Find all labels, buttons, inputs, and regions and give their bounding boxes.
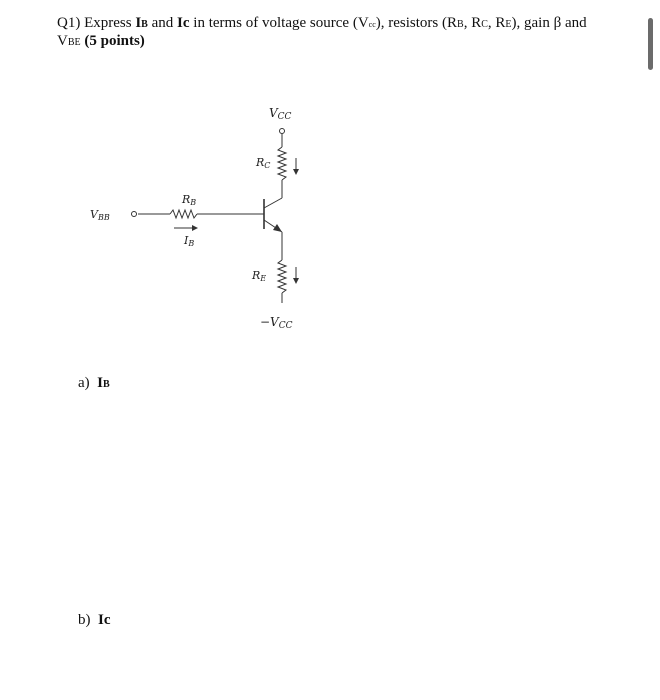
vbe-term	[57, 33, 81, 49]
rc-label: RC	[256, 156, 271, 170]
vcc-sub: cc	[368, 20, 376, 29]
ic-main: I	[177, 15, 183, 31]
rc-sub: C	[481, 19, 488, 30]
question-text-4: ), resistors (R	[375, 15, 458, 31]
rb-sub: B	[457, 19, 464, 30]
ib-arrow-head	[192, 225, 198, 231]
ib-sub: B	[141, 19, 148, 30]
answer-b-term: Ic	[98, 612, 111, 628]
question-text-6: , R	[487, 15, 506, 31]
ib-label: IB	[184, 234, 195, 248]
vbe-sub: BE	[67, 37, 81, 48]
ic-arrow-head	[293, 169, 299, 175]
scrollbar[interactable]	[648, 18, 653, 70]
ib-main: I	[135, 15, 142, 31]
question-text-3: in terms of voltage source (V	[193, 15, 369, 31]
ic-term	[177, 15, 190, 31]
rb-label: RB	[182, 193, 197, 207]
question-line-1	[57, 14, 587, 34]
vbb-terminal	[132, 212, 137, 217]
re-label: RE	[252, 269, 267, 283]
question-number: Q1)	[57, 15, 81, 31]
answer-a-main: I	[97, 375, 103, 391]
emitter-arrow	[273, 224, 282, 232]
re-sub: E	[505, 19, 512, 30]
answer-a	[78, 375, 110, 392]
answer-a-label: a)	[78, 375, 90, 391]
transistor-collector	[264, 198, 282, 208]
answer-a-sub: B	[103, 379, 110, 390]
question-text-2: and	[151, 15, 174, 31]
ib-term	[135, 15, 148, 31]
ic-sub: c	[182, 15, 190, 31]
vcc-bottom-label: −VCC	[260, 315, 293, 331]
question-text-7: ), gain β and	[511, 15, 587, 31]
answer-a-term	[97, 375, 110, 391]
question-line-2	[57, 32, 145, 52]
ie-arrow-head	[293, 278, 299, 284]
question-text-1: Express	[84, 15, 132, 31]
vcc-top-terminal	[280, 129, 285, 134]
vcc-top-label: VCC	[269, 106, 292, 122]
points-label: (5 points)	[84, 33, 145, 49]
circuit-diagram	[80, 95, 340, 345]
question-text-5: , R	[463, 15, 482, 31]
answer-b	[78, 612, 111, 629]
rc-resistor	[278, 147, 286, 180]
rb-resistor	[170, 210, 197, 218]
vbe-main: V	[57, 33, 68, 49]
re-resistor	[278, 260, 286, 293]
answer-b-label: b)	[78, 612, 91, 628]
vbb-label: VBB	[90, 208, 110, 222]
